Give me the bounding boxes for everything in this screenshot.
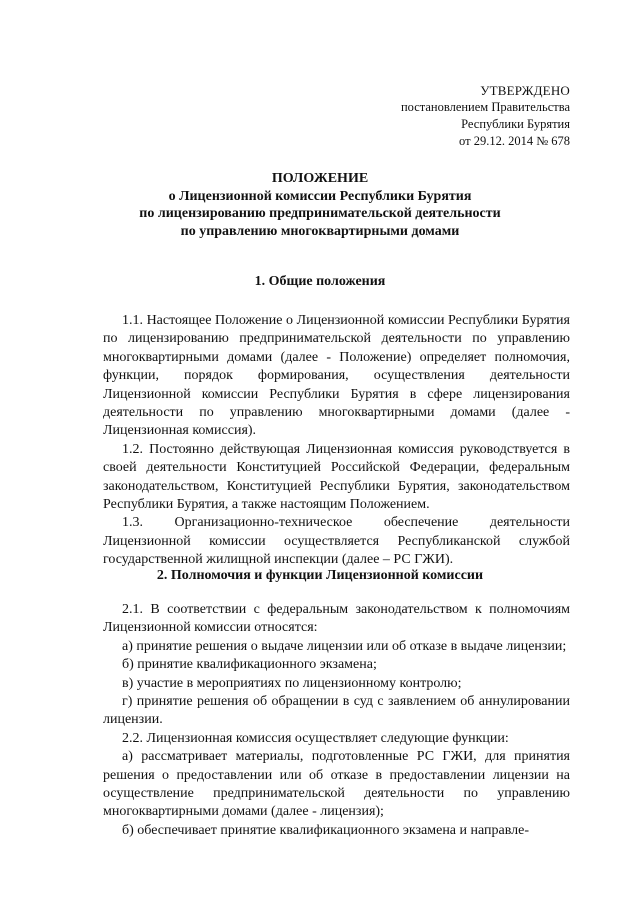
paragraph-2-2-a: а) рассматривает материалы, подготовленные РС ГЖИ, для принятия решения о предоставлении или об отказе в предоставлении лицензии на осуществление предпринимательской деятельности по управлению многоквартирными домами (далее - лицензия);: [103, 749, 570, 820]
paragraph-2-1-c: в) участие в мероприятиях по лицензионному контролю;: [122, 675, 462, 691]
approval-line-2: Республики Бурятия: [461, 117, 570, 131]
paragraph-1-2: 1.2. Постоянно действующая Лицензионная комиссия руководствуется в своей деятельности Конституцией Российской Федерации, федеральным законодательством, Конституцией Республики Бурятия, законодательством Республики Бурятия, а также настоящим Положением.: [103, 441, 570, 513]
approval-line-1: постановлением Правительства: [400, 100, 570, 114]
paragraph-2-2-b: б) обеспечивает принятие квалификационного экзамена и направле-: [122, 822, 530, 838]
paragraph-2-1-a: а) принятие решения о выдаче лицензии или об отказе в выдаче лицензии;: [122, 638, 567, 654]
paragraph-2-1-b: б) принятие квалификационного экзамена;: [122, 657, 377, 673]
paragraph-2-1-d: г) принятие решения об обращении в суд с заявлением об аннулировании лицензии.: [103, 694, 570, 728]
paragraph-1-3: 1.3. Организационно-техническое обеспечение деятельности Лицензионной комиссии осуществляется Республиканской службой государственной жилищной инспекции (далее – РС ГЖИ).: [103, 515, 570, 568]
section-2-body: [103, 601, 570, 840]
title-line-3: по лицензированию предпринимательской деятельности: [139, 206, 501, 221]
document-title: [0, 170, 640, 240]
title-line-4: по управлению многоквартирными домами: [180, 223, 460, 239]
section-1-heading: 1. Общие положения: [254, 274, 386, 289]
paragraph-2-1: 2.1. В соответствии с федеральным законодательством к полномочиям Лицензионной комиссии относятся:: [103, 602, 570, 636]
approval-line-3: от 29.12. 2014 № 678: [459, 134, 570, 148]
title-line-1: ПОЛОЖЕНИЕ: [271, 171, 369, 186]
section-2-heading: 2. Полномочия и функции Лицензионной комиссии: [156, 568, 484, 583]
section-1-body: [103, 312, 570, 570]
approval-stamp: [401, 82, 570, 150]
paragraph-1-1: 1.1. Настоящее Положение о Лицензионной комиссии Республики Бурятия по лицензированию предпринимательской деятельности по управлению многоквартирными домами (далее - Положение) определяет полномочия, функции, порядок формирования, осуществления деятельности Лицензионной комиссии Республики Бурятия в сфере лицензирования деятельности по управлению многоквартирными домами (далее - Лицензионная комиссия).: [103, 313, 570, 439]
title-line-2: о Лицензионной комиссии Республики Бурятия: [168, 188, 472, 204]
paragraph-2-2: 2.2. Лицензионная комиссия осуществляет следующие функции:: [122, 730, 509, 746]
approval-title: УТВЕРЖДЕНО: [480, 83, 570, 98]
